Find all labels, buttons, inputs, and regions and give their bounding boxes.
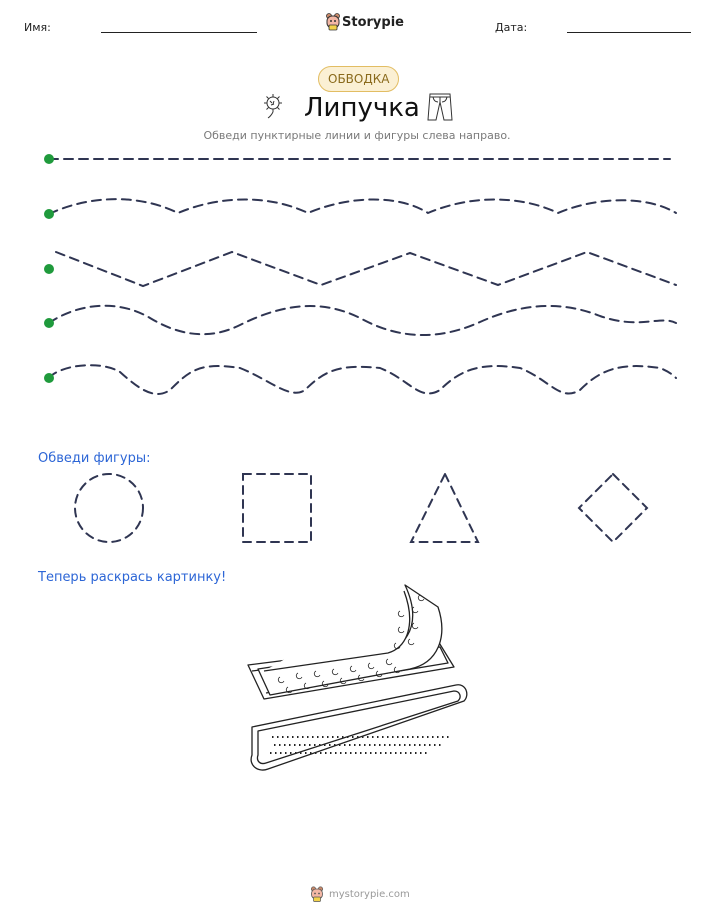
- burdock-icon: [261, 93, 285, 119]
- footer-url[interactable]: mystorypie.com: [329, 889, 410, 900]
- pants-icon: [427, 92, 453, 122]
- tracing-line-zigzag: [56, 252, 676, 286]
- worksheet-instructions: Обведи пунктирные линии и фигуры слева направо.: [203, 129, 511, 142]
- start-dot: [44, 318, 54, 328]
- worksheet-title: Липучка: [304, 93, 420, 123]
- tracing-lines: [0, 140, 714, 400]
- worksheet-type-badge: ОБВОДКА: [318, 66, 399, 92]
- tracing-shapes: [0, 470, 714, 550]
- coloring-section-label: Теперь раскрась картинку!: [38, 570, 227, 585]
- trace-square: [243, 474, 311, 542]
- trace-circle: [75, 474, 143, 542]
- tracing-line-bump-wave: [49, 365, 676, 394]
- tracing-line-scallop-wave: [49, 199, 676, 214]
- date-label: Дата:: [495, 21, 528, 34]
- trace-triangle: [411, 474, 478, 542]
- storypie-logo-icon: [325, 13, 341, 31]
- tracing-line-smooth-wave: [49, 306, 676, 335]
- start-dot: [44, 264, 54, 274]
- velcro-strips-icon: [240, 577, 475, 775]
- shapes-section-label: Обведи фигуры:: [38, 451, 151, 466]
- name-label: Имя:: [24, 21, 51, 34]
- start-dot: [44, 373, 54, 383]
- start-dot: [44, 209, 54, 219]
- trace-diamond: [579, 474, 647, 542]
- brand-name: Storypie: [342, 15, 404, 30]
- storypie-footer-logo-icon: [310, 886, 324, 902]
- name-line[interactable]: [101, 32, 257, 33]
- date-line[interactable]: [567, 32, 691, 33]
- start-dot: [44, 154, 54, 164]
